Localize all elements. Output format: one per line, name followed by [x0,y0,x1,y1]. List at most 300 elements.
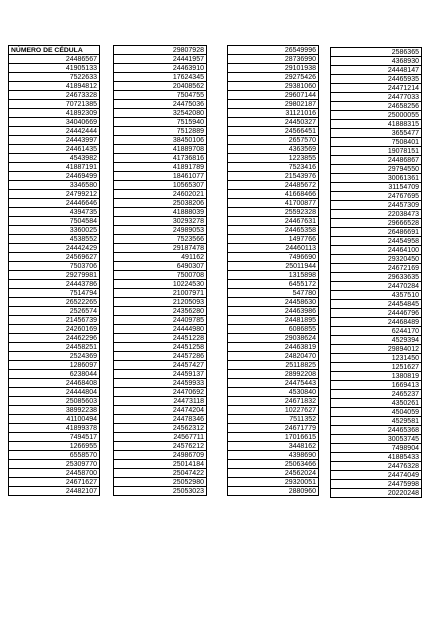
cedula-cell: 25011944 [228,262,319,271]
cedula-cell: 6244170 [331,327,422,336]
cedula-cell: 24478346 [114,415,207,424]
table-row [228,136,319,145]
table-row [228,442,319,451]
cedula-cell: 1380819 [331,372,422,381]
table-row [114,73,207,82]
cedula-cell: 24459933 [114,379,207,388]
table-row [114,199,207,208]
table-row [9,145,100,154]
cedula-cell: 25085603 [9,397,100,406]
table-row [228,388,319,397]
cedula-cell: 1251627 [331,363,422,372]
table-row [228,406,319,415]
cedula-cell: 24465358 [228,226,319,235]
cedula-cell: 41668466 [228,190,319,199]
table-row [114,451,207,460]
cedula-cell: 1669413 [331,381,422,390]
table-row [228,235,319,244]
table-row [228,334,319,343]
cedula-cell: 7512889 [114,127,207,136]
cedula-cell: 41885433 [331,453,422,462]
cedula-cell: 24468408 [9,379,100,388]
cedula-cell: 24468489 [331,318,422,327]
cedula-cell: 24486567 [9,55,100,64]
table-row [114,271,207,280]
cedula-cell: 29101938 [228,64,319,73]
table-row [114,361,207,370]
cedula-cell: 24409785 [114,316,207,325]
cedula-cell: 7523416 [228,163,319,172]
table-row [228,280,319,289]
table-row [9,55,100,64]
cedula-cell: 4543982 [9,154,100,163]
table-row [228,55,319,64]
cedula-cell: 24441957 [114,55,207,64]
table-row [228,190,319,199]
cedula-cell: 6238044 [9,370,100,379]
table-row [331,174,422,183]
cedula-cell: 24566451 [228,127,319,136]
table-row [9,109,100,118]
table-row [9,172,100,181]
cedula-cell: 24562312 [114,424,207,433]
cedula-cell: 41700877 [228,199,319,208]
cedula-cell: 18461077 [114,172,207,181]
table-row [331,345,422,354]
cedula-cell: 6086855 [228,325,319,334]
cedula-cell: 19078151 [331,147,422,156]
cedula-cell: 41888315 [331,120,422,129]
table-row [9,163,100,172]
cedula-cell: 29794550 [331,165,422,174]
cedula-column-3 [227,45,319,496]
cedula-cell: 29038624 [228,334,319,343]
cedula-cell: 24260169 [9,325,100,334]
cedula-cell: 41899378 [9,424,100,433]
cedula-cell: 25592328 [228,208,319,217]
table-row [9,154,100,163]
cedula-cell: 24671627 [9,478,100,487]
table-row [9,451,100,460]
cedula-cell: 4530840 [228,388,319,397]
table-row [331,300,422,309]
table-row [331,309,422,318]
cedula-cell: 24767695 [331,192,422,201]
cedula-cell: 24475036 [114,100,207,109]
cedula-column-4 [330,47,422,498]
table-row [331,354,422,363]
table-row [9,460,100,469]
table-row [331,381,422,390]
table-row [114,343,207,352]
table-row [331,318,422,327]
cedula-cell: 24458251 [9,343,100,352]
cedula-cell: 24820470 [228,352,319,361]
cedula-cell: 20220248 [331,489,422,498]
cedula-cell: 24457427 [114,361,207,370]
cedula-cell: 29894012 [331,345,422,354]
cedula-cell: 41894812 [9,82,100,91]
table-row [9,208,100,217]
cedula-cell: 24562024 [228,469,319,478]
cedula-cell: 7522633 [9,73,100,82]
table-row [9,325,100,334]
table-row [114,145,207,154]
cedula-cell: 24576212 [114,442,207,451]
cedula-cell: 7508401 [331,138,422,147]
table-row [228,127,319,136]
cedula-cell: 25000055 [331,111,422,120]
table-row [331,246,422,255]
table-row [228,397,319,406]
cedula-cell: 24446646 [9,199,100,208]
cedula-cell: 25052980 [114,478,207,487]
cedula-cell: 24451228 [114,334,207,343]
table-row [331,192,422,201]
cedula-cell: 24457309 [331,201,422,210]
cedula-cell: 24475443 [228,379,319,388]
table-row [114,316,207,325]
table-row [9,82,100,91]
cedula-cell: 4529394 [331,336,422,345]
cedula-cell: 25309770 [9,460,100,469]
table-row [114,217,207,226]
table-row [9,253,100,262]
table-row [114,91,207,100]
table-row [228,244,319,253]
table-row [114,352,207,361]
cedula-cell: 547780 [228,289,319,298]
cedula-cell: 4368930 [331,57,422,66]
cedula-cell: 1315898 [228,271,319,280]
cedula-cell: 24444804 [9,388,100,397]
table-row [228,91,319,100]
cedula-cell: 29320450 [331,255,422,264]
table-row [114,55,207,64]
cedula-cell: 24460113 [228,244,319,253]
table-row [331,444,422,453]
cedula-cell: 24799212 [9,190,100,199]
table-row [114,469,207,478]
table-row [331,165,422,174]
table-row [9,388,100,397]
cedula-cell: 38992238 [9,406,100,415]
cedula-cell: 7503706 [9,262,100,271]
cedula-cell: 4357510 [331,291,422,300]
cedula-cell: 24477033 [331,93,422,102]
table-row [228,343,319,352]
cedula-cell: 26486691 [331,228,422,237]
cedula-cell: 1223855 [228,154,319,163]
table-row [114,487,207,496]
table-row [228,298,319,307]
table-row [9,181,100,190]
cedula-cell: 24454958 [331,237,422,246]
table-row [114,82,207,91]
table-row [9,100,100,109]
cedula-cell: 3360025 [9,226,100,235]
table-row [331,111,422,120]
cedula-cell: 24457286 [114,352,207,361]
cedula-cell: 24671779 [228,424,319,433]
cedula-cell: 3346580 [9,181,100,190]
table-row [228,226,319,235]
cedula-cell: 30053745 [331,435,422,444]
table-row [331,201,422,210]
table-row [9,262,100,271]
cedula-cell: 24464100 [331,246,422,255]
table-row [9,343,100,352]
table-row [9,127,100,136]
cedula-cell: 41905133 [9,64,100,73]
cedula-cell: 1497766 [228,235,319,244]
cedula-cell: 25053023 [114,487,207,496]
table-row [9,118,100,127]
cedula-cell: 24446796 [331,309,422,318]
cedula-cell: 24443786 [9,280,100,289]
cedula-cell: 4504059 [331,408,422,417]
table-row [114,388,207,397]
table-row [228,172,319,181]
cedula-cell: 24658256 [331,102,422,111]
cedula-cell: 70721385 [9,100,100,109]
cedula-cell: 24459137 [114,370,207,379]
cedula-cell: 6490307 [114,262,207,271]
table-row [331,372,422,381]
cedula-cell: 10565307 [114,181,207,190]
cedula-cell: 4538552 [9,235,100,244]
table-row [114,307,207,316]
cedula-cell: 41888039 [114,208,207,217]
cedula-cell: 24463986 [228,307,319,316]
table-row [114,235,207,244]
table-row [9,199,100,208]
column-header: NÚMERO DE CÉDULA [9,46,100,55]
table-row [331,75,422,84]
table-row [331,273,422,282]
cedula-cell: 3448162 [228,442,319,451]
table-row [114,415,207,424]
cedula-cell: 25014184 [114,460,207,469]
cedula-cell: 30293278 [114,217,207,226]
table-row [9,73,100,82]
table-row [114,478,207,487]
cedula-cell: 24469499 [9,172,100,181]
cedula-cell: 7496690 [228,253,319,262]
table-row [228,82,319,91]
table-row [114,226,207,235]
table-row [331,210,422,219]
table-row [9,136,100,145]
table-row [228,469,319,478]
cedula-cell: 24467631 [228,217,319,226]
cedula-cell: 7504584 [9,217,100,226]
cedula-cell: 32542080 [114,109,207,118]
table-row [9,280,100,289]
table-row [228,487,319,496]
table-row [228,424,319,433]
table-row [228,181,319,190]
table-row [331,390,422,399]
table-row [9,478,100,487]
table-row [114,190,207,199]
cedula-cell: 29607144 [228,91,319,100]
table-row [331,336,422,345]
table-row [9,361,100,370]
table-row [331,147,422,156]
table-row [331,156,422,165]
table-row [228,478,319,487]
table-row [228,199,319,208]
table-row [114,433,207,442]
table-row [331,363,422,372]
cedula-cell: 20408562 [114,82,207,91]
table-row [331,48,422,57]
table-row [114,127,207,136]
cedula-cell: 24458700 [9,469,100,478]
table-row [228,271,319,280]
cedula-cell: 24486867 [331,156,422,165]
cedula-column-2 [113,45,207,496]
cedula-cell: 2524369 [9,352,100,361]
cedula-cell: 4394735 [9,208,100,217]
cedula-cell: 7511352 [228,415,319,424]
cedula-cell: 29275426 [228,73,319,82]
table-row [114,460,207,469]
cedula-cell: 29187478 [114,244,207,253]
table-row [228,145,319,154]
cedula-cell: 29666528 [331,219,422,228]
table-row [114,64,207,73]
cedula-cell: 41889708 [114,145,207,154]
cedula-cell: 7523566 [114,235,207,244]
table-row [114,109,207,118]
table-row [9,235,100,244]
table-row [114,325,207,334]
cedula-cell: 25047422 [114,469,207,478]
cedula-cell: 29381060 [228,82,319,91]
cedula-cell: 24448147 [331,66,422,75]
table-row [228,118,319,127]
cedula-cell: 41736816 [114,154,207,163]
cedula-cell: 6455172 [228,280,319,289]
table-row [228,100,319,109]
cedula-cell: 491162 [114,253,207,262]
cedula-cell: 24475998 [331,480,422,489]
table-row [228,307,319,316]
cedula-cell: 31154709 [331,183,422,192]
cedula-cell: 4350261 [331,399,422,408]
cedula-cell: 24465368 [331,426,422,435]
cedula-cell: 1286097 [9,361,100,370]
table-row [9,271,100,280]
cedula-cell: 24463819 [228,343,319,352]
table-row [114,280,207,289]
table-row [228,262,319,271]
cedula-cell: 24465935 [331,75,422,84]
table-row [9,379,100,388]
cedula-cell: 26522265 [9,298,100,307]
cedula-cell: 28992208 [228,370,319,379]
table-row [228,289,319,298]
table-row [9,415,100,424]
table-row [9,352,100,361]
table-row [9,64,100,73]
table-row [114,100,207,109]
cedula-cell: 2465237 [331,390,422,399]
table-row [9,289,100,298]
cedula-cell: 24989053 [114,226,207,235]
cedula-cell: 10224530 [114,280,207,289]
cedula-cell: 1231450 [331,354,422,363]
cedula-cell: 3655477 [331,129,422,138]
cedula-cell: 2657570 [228,136,319,145]
cedula-cell: 25063466 [228,460,319,469]
table-row [228,415,319,424]
table-row [114,406,207,415]
cedula-cell: 24671832 [228,397,319,406]
table-row [331,219,422,228]
cedula-cell: 24672169 [331,264,422,273]
cedula-cell: 41887191 [9,163,100,172]
cedula-cell: 34040669 [9,118,100,127]
table-row [9,442,100,451]
cedula-cell: 24476328 [331,462,422,471]
cedula-cell: 24461435 [9,145,100,154]
table-row [228,460,319,469]
table-row [331,183,422,192]
cedula-cell: 24569627 [9,253,100,262]
table-row [114,253,207,262]
table-row [9,190,100,199]
table-row [9,469,100,478]
table-row [114,154,207,163]
table-row [228,217,319,226]
table-row [114,379,207,388]
table-row [331,417,422,426]
table-row [331,138,422,147]
table-row [9,307,100,316]
cedula-cell: 7514794 [9,289,100,298]
cedula-cell: 30061361 [331,174,422,183]
table-row [228,370,319,379]
cedula-cell: 26549996 [228,46,319,55]
cedula-cell: 24474204 [114,406,207,415]
table-row [331,255,422,264]
cedula-cell: 24442444 [9,127,100,136]
table-row [114,298,207,307]
cedula-cell: 25038206 [114,199,207,208]
cedula-cell: 24471214 [331,84,422,93]
cedula-cell: 21007971 [114,289,207,298]
cedula-cell: 31121016 [228,109,319,118]
cedula-cell: 21205093 [114,298,207,307]
cedula-cell: 6558570 [9,451,100,460]
table-row [228,433,319,442]
table-row [331,399,422,408]
cedula-cell: 24444980 [114,325,207,334]
cedula-cell: 24473118 [114,397,207,406]
cedula-cell: 7504755 [114,91,207,100]
cedula-cell: 4529581 [331,417,422,426]
cedula-cell: 7500708 [114,271,207,280]
table-row [114,172,207,181]
table-row [228,451,319,460]
table-row [331,480,422,489]
cedula-cell: 24470692 [114,388,207,397]
cedula-cell: 24567711 [114,433,207,442]
cedula-cell: 2526574 [9,307,100,316]
